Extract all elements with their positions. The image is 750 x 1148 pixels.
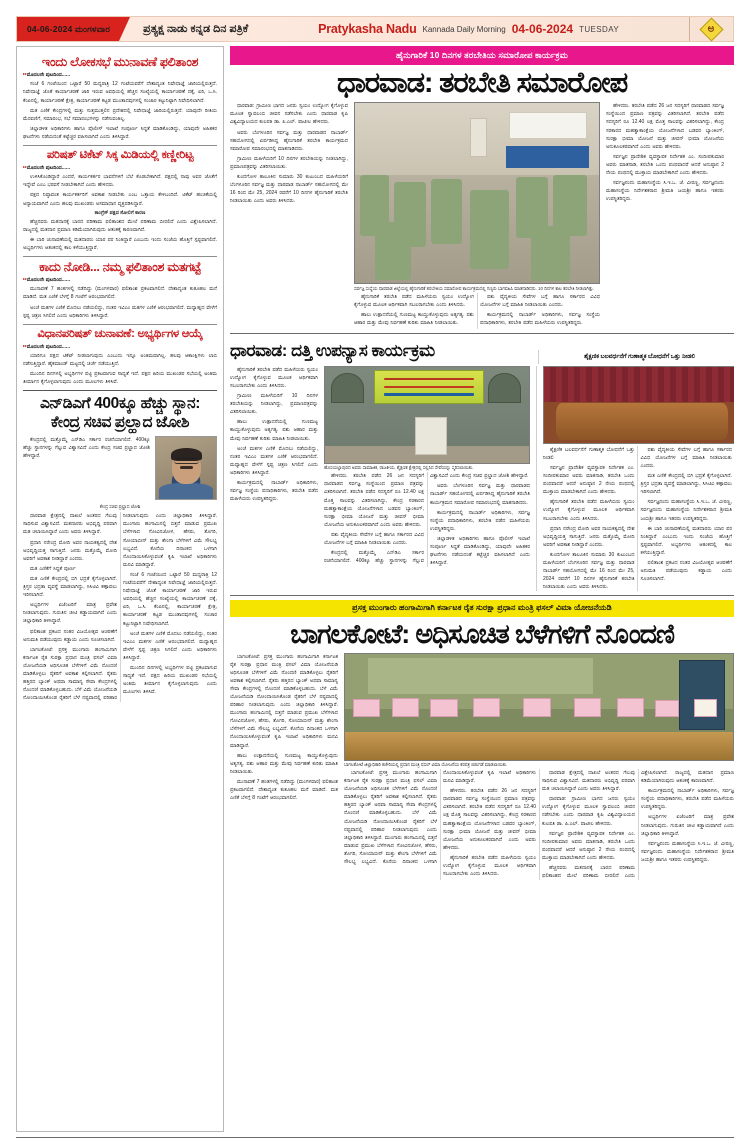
photo-backdrop-board <box>368 658 593 694</box>
photo-group-banner <box>324 366 530 464</box>
paragraph: ಮತ ಎಣಿಕೆ ಕೇಂದ್ರದಲ್ಲಿ ಬಿಗಿ ಭದ್ರತೆ ಕೈಗೊಳ್ಳಲಾಗಿದೆ. ತ್ರಿಸ್ತರ ಭದ್ರತಾ ವ್ಯವಸ್ಥೆ ಮಾಡಲಾಗಿದ್ದು, ಸಿಸಿಟಿವಿ ಕಣ್ಗಾವಲು ಇರಿಸಲಾಗಿದೆ. <box>640 473 732 496</box>
top-story-col3 <box>606 102 724 329</box>
paragraph: ಉಳಿಸಿಕೊಂಡಿದ್ದಾರೆ ಎಂದರೆ, ಕಾರ್ಯಕರ್ತರ ಭಾವನೆಗಳಿಗೆ ಬೆಲೆ ಕೊಡಬೇಕಾಗಿದೆ. ಪಕ್ಷದಲ್ಲಿ ನಾವು ಅವರ ಜೊತೆಗೆ ಇದ್ದೇವೆ ಎಂಬ ಭರವಸೆ ನೀಡಬೇಕಾಗಿದೆ ಎಂದು ಹೇಳಿದರು. <box>23 174 217 189</box>
paragraph: ಅವರು ಬೆಂಗಳೂರಿನ ಸರ್ವಜ್ಞ ಮತ್ತು ಧಾರವಾಡದ ನಾಬಾರ್ಡ್ ಸಹಯೋಗದಲ್ಲಿ ಏರ್ಪಡಿಸಿದ್ದ ಹೈನುಗಾರಿಕೆ ತರಬೇತಿ ಕಾರ್ಯಕ್ರಮದ ಸಮಾರೋಪ ಸಮಾರಂಭದಲ್ಲಿ ಮಾತನಾಡಿದರು. <box>230 129 348 152</box>
paragraph: ಪಶು ವೈದ್ಯಕೀಯ ಸೇವೆಗಳ ಬಗ್ಗೆ ಹಾಗೂ ಸರ್ಕಾರದ ವಿವಿಧ ಯೋಜನೆಗಳ ಬಗ್ಗೆ ಮಾಹಿತಿ ನೀಡಲಾಯಿತು ಎಂದರು. <box>324 531 424 547</box>
paragraph: ಸಂಜೆ 6 ಗಂಟೆಯಿಂದ ಒಟ್ಟಾರೆ 50 ಮಧ್ಯರಾತ್ರಿ 12 ಗಂಟೆಯವರೆಗೆ ದೇಶಾದ್ಯಂತ ನಿಷೇಧಾಜ್ಞೆ ಜಾರಿಯಲ್ಲಿರುತ್ತದೆ. ನಿಷೇಧಾಜ್ಞೆ ಜೊತೆ ಕಾರ್ಯಾಚರಣೆ ಜಾರಿ ಇರುವ ಅವಧಿಯಲ್ಲಿ ಹೆಚ್ಚಿನ ಸಂಖ್ಯೆಯಲ್ಲಿ ಕಾರ್ಯಾಚರಣೆ ದಕ್ಕೆ, ಏರಿ, ಒ.ಸಿ. ಕೆಂಪಿನಲ್ಲಿ, ಕಾರ್ಯಾಚರಣೆ ಕ್ಷೇತ್ರ, ಕಾರ್ಯಾಚರಣೆ ಕಟ್ಟಡ ಮುಂತಾದವುಗಳಲ್ಲಿ ಸಂಚಾರ ಕಟ್ಟುನಿಟ್ಟಾಗಿ ನಿಷೇಧಿಸಲಾಗಿದೆ. <box>123 571 217 627</box>
divider <box>230 595 734 596</box>
photo-moustache <box>180 466 193 469</box>
left-story3-headline: ಕಾದು ನೋಡಿ... ನಮ್ಮ ಫಲಿತಾಂಶ ಮತಗಟ್ಟೆ <box>39 260 201 274</box>
paragraph: ಕಾರ್ಯಕ್ರಮದಲ್ಲಿ ನಾಬಾರ್ಡ್ ಅಧಿಕಾರಿಗಳು, ಸರ್ವಜ್ಞ ಸಂಸ್ಥೆಯ ಪದಾಧಿಕಾರಿಗಳು, ತರಬೇತಿ ಪಡೆದ ಮಹಿಳೆಯರು ಉಪಸ್ಥಿತರಿದ್ದರು. <box>641 788 734 811</box>
diamond-logo-icon <box>699 17 723 41</box>
photo-glasses <box>174 458 199 464</box>
paragraph: ಗ್ರಾಮೀಣ ಮಹಿಳೆಯರಿಗೆ 10 ದಿನಗಳ ತರಬೇತಿಯನ್ನು ನೀಡಲಾಗಿದ್ದು, ಪ್ರಮಾಣಪತ್ರವನ್ನು ವಿತರಿಸಲಾಯಿತು. <box>230 155 348 170</box>
left-story4-headline: ವಿಧಾನಪರಿಷತ್ ಚುನಾವಣೆ: ಅಭ್ಯರ್ಥಿಗಳ ಆಯ್ಕೆ <box>37 327 203 340</box>
photo-table <box>345 732 733 760</box>
mid-right-block <box>536 366 732 592</box>
paragraph: ಹಾಲು ಉತ್ಪಾದನೆಯಲ್ಲಿ ಗುಣಮಟ್ಟ ಕಾಯ್ದುಕೊಳ್ಳುವುದು ಅತ್ಯಗತ್ಯ. ಪಶು ಆಹಾರ ಮತ್ತು ಮೇವು ನಿರ್ವಹಣೆ ಕುರಿತು ಮಾಹಿತಿ ನೀಡಲಾಯಿತು. <box>230 419 318 442</box>
mid-right-headline: ಶೈಕ್ಷಣಿಕ ಬಲವರ್ಧನೆಗೆ ಗುಣಾತ್ಮಕ ಬೋಧನೆಗೆ ಒತ್ತು ನೀಡಲಿ <box>584 352 695 360</box>
masthead-paper-name: Pratykasha Nadu <box>318 22 417 36</box>
paragraph: ಹೇಳಿದರು. ತರಬೇತಿ ಪಡೆದ 26 ಜನ ಸದಸ್ಯರಿಗೆ ಧಾರವಾಡದ ಸರ್ವಜ್ಞ ಸಂಸ್ಥೆಯಿಂದ ಪ್ರಮಾಣ ಪತ್ರವನ್ನು ವಿತರಿಸಲಾಗಿದೆ. ತರಬೇತಿ ಪಡೆದ ಸದಸ್ಯರಿಗೆ ರೂ 12.40 ಲಕ್ಷ ಮೊತ್ತ ಸಾಲವನ್ನು ವಿತರಿಸಲಾಗಿದ್ದು, ಕೇಂದ್ರ ಸರಕಾರದ ಮಹತ್ವಾಕಾಂಕ್ಷೆಯ ಯೋಜನೆಗಳಾದ ಬಡವರ ಬ್ಯಾಂಕಿಂಗ್, ಸುರಕ್ಷಾ ಭೀಮಾ ಯೋಜನೆ ಮತ್ತು ಜೀವನ್ ಭೀಮಾ ಯೋಜನೆಯ ಅನುಕೂಲಕರವಾಗಿದೆ ಎಂದು ಅವರು ಹೇಳಿದರು. <box>324 473 424 528</box>
mid-story-body <box>230 366 734 592</box>
photo-arch <box>331 373 364 404</box>
content-area <box>16 46 734 1132</box>
paragraph: ಶೈಕ್ಷಣಿಕ ಬಲವರ್ಧನೆಗೆ ಗುಣಾತ್ಮಕ ಬೋಧನೆಗೆ ಒತ್ತು ನೀಡಲಿ <box>543 446 635 461</box>
paragraph: ಮುಂದಿನ ದಿನಗಳಲ್ಲಿ ಅಭ್ಯರ್ಥಿಗಳ ಪಟ್ಟಿ ಪ್ರಕಟವಾಗುವ ಸಾಧ್ಯತೆ ಇದೆ. ಪಕ್ಷದ ಹಿರಿಯ ಮುಖಂಡರ ಸಭೆಯಲ್ಲಿ ಅಂತಿಮ ತೀರ್ಮಾನ ಕೈಗೊಳ್ಳಲಾಗುವುದು ಎಂದು ಮೂಲಗಳು ತಿಳಿಸಿವೆ. <box>123 664 217 696</box>
paragraph: ಕಾರ್ಯಕ್ರಮದಲ್ಲಿ ನಾಬಾರ್ಡ್ ಅಧಿಕಾರಿಗಳು, ಸರ್ವಜ್ಞ ಸಂಸ್ಥೆಯ ಪದಾಧಿಕಾರಿಗಳು, ತರಬೇತಿ ಪಡೆದ ಮಹಿಳೆಯರು ಉಪಸ್ಥಿತರಿದ್ದರು. <box>430 509 530 532</box>
paragraph: ಕಾರ್ಯಕ್ರಮದಲ್ಲಿ ನಾಬಾರ್ಡ್ ಅಧಿಕಾರಿಗಳು, ಸರ್ವಜ್ಞ ಸಂಸ್ಥೆಯ ಪದಾಧಿಕಾರಿಗಳು, ತರಬೇತಿ ಪಡೆದ ಮಹಿಳೆಯರು ಉಪಸ್ಥಿತರಿದ್ದರು. <box>230 480 318 503</box>
mid-left-photo-caption: ಹೊಸಯಲ್ಲಾಪುರದ ಅವರು ಸಾಮಾಜಿಕ, ರಾಜಕೀಯ, ಶೈಕ್ಷಣಿಕ ಕ್ಷೇತ್ರದಲ್ಲಿ ಸಲ್ಲಿಸಿದ ಸೇವೆಯನ್ನು ಸ್ಮರಿಸಲಾಯಿತು. <box>324 465 474 471</box>
bottom-story-headline: ಬಾಗಲಕೋಟೆ: ಅಧಿಸೂಚಿತ ಬೆಳೆಗಳಿಗೆ ನೊಂದಣಿ <box>290 618 674 649</box>
paragraph: ಫಲಿತಾಂಶ ಪ್ರಕಟದ ನಂತರ ವಿಜಯೋತ್ಸವ ಆಚರಣೆಗೆ ಅನುಮತಿ ಪಡೆಯುವುದು ಕಡ್ಡಾಯ ಎಂದು ಸೂಚಿಸಲಾಗಿದೆ. <box>23 628 117 643</box>
masthead-center <box>248 17 689 41</box>
paragraph: ಸರ್ವಜ್ಞನಂದು ಮಹಾಸಂಸ್ಥೆಯ ಸಿ.ಇ.ಒ. ಜೆ. ವೀರಣ್ಣ, ಸರ್ವಜ್ಞನಂದು ಮಹಾಸಂಸ್ಥೆಯ ನಿರ್ದೇಶಕರಾದ ಶ್ರೀಮತಿ ಜಯಶ್ರೀ ಹಾಗೂ ಇತರರು ಉಪಸ್ಥಿತರಿದ್ದರು. <box>641 840 734 863</box>
left-story1-body <box>23 80 217 141</box>
left-story5-body-cont <box>23 512 217 702</box>
paragraph: ಈ ಬಾರಿ ಚುನಾವಣೆಯಲ್ಲಿ ಮತದಾರರು ಯಾರ ಪರ ನಿಂತಿದ್ದಾರೆ ಎಂಬುದು ಇಂದು ಸಂಜೆಯ ಹೊತ್ತಿಗೆ ಸ್ಪಷ್ಟವಾಗಲಿದೆ. ಅಭ್ಯರ್ಥಿಗಳು ಆತಂಕದಲ್ಲಿ ಕಾಲ ಕಳೆಯುತ್ತಿದ್ದಾರೆ. <box>23 236 217 251</box>
paragraph: ಸರ್ವಜ್ಞನಂದು ಮಹಾಸಂಸ್ಥೆಯ ಸಿ.ಇ.ಒ. ಜೆ. ವೀರಣ್ಣ, ಸರ್ವಜ್ಞನಂದು ಮಹಾಸಂಸ್ಥೆಯ ನಿರ್ದೇಶಕರಾದ ಶ್ರೀಮತಿ ಜಯಶ್ರೀ ಹಾಗೂ ಇತರರು ಉಪಸ್ಥಿತರಿದ್ದರು. <box>640 499 732 522</box>
photo-arch <box>488 373 521 404</box>
bottom-story-kicker-bar: ಪ್ರಸಕ್ತ ಮುಂಗಾರು ಹಂಗಾಮಿಗಾಗಿ ಕರ್ನಾಟಕ ರೈತ ಸುರಕ್ಷಾ ಪ್ರಧಾನ ಮಂತ್ರಿ ಫಸಲ್ ವಿಮಾ ಯೋಜನೆಯಡಿ <box>230 600 734 617</box>
paragraph: ಯಾರಿಗೂ ಪಕ್ಷದ ಟಿಕೆಟ್ ನೀಡಲಾಗುವುದು ಎಂಬುದು ಇನ್ನೂ ಅಂತಿಮವಾಗಿಲ್ಲ. ಹಲವು ಆಕಾಂಕ್ಷಿಗಳು ಲಾಬಿ ನಡೆಸುತ್ತಿದ್ದಾರೆ. ಹೈಕಮಾಂಡ್ ಮಟ್ಟದಲ್ಲಿ ಚರ್ಚೆ ನಡೆಯುತ್ತಿದೆ. <box>23 352 217 368</box>
bottom-story-text <box>344 769 734 880</box>
main-column <box>230 46 734 1132</box>
photo-meeting-room <box>543 366 734 444</box>
paragraph: ಮುನಾವಣೆ 7 ಹಂತಗಳಲ್ಲಿ ನಡೆದಿದ್ದು (ಮಂಗಳವಾರ) ಫಲಿತಾಂಶ ಪ್ರಕಟವಾಗಲಿದೆ. ದೇಶಾದ್ಯಂತ ಕುತೂಹಲ ಮನೆ ಮಾಡಿದೆ. ಮತ ಎಣಿಕೆ ಬೆಳಗ್ಗೆ 8 ಗಂಟೆಗೆ ಆರಂಭವಾಗಲಿದೆ. <box>230 778 338 802</box>
bottom-story-body <box>230 653 734 881</box>
paragraph: ಸರ್ವಜ್ಞನಂದು ಮಹಾಸಂಸ್ಥೆಯ ಸಿ.ಇ.ಒ. ಜೆ. ವೀರಣ್ಣ, ಸರ್ವಜ್ಞನಂದು ಮಹಾಸಂಸ್ಥೆಯ ನಿರ್ದೇಶಕರಾದ ಶ್ರೀಮತಿ ಜಯಶ್ರೀ ಹಾಗೂ ಇತರರು ಉಪಸ್ಥಿತರಿದ್ದರು. <box>606 180 724 203</box>
photo-head-table <box>506 146 589 168</box>
mid-left-photo-block <box>324 366 530 592</box>
paragraph: ಹೈನುಗಾರಿಕೆ ತರಬೇತಿ ಪಡೆದ ಮಹಿಳೆಯರು ಸ್ವಯಂ ಉದ್ಯೋಗ ಕೈಗೊಳ್ಳುವ ಮೂಲಕ ಆರ್ಥಿಕವಾಗಿ ಸಬಲರಾಗಬೇಕು ಎಂದು ತಿಳಿಸಿದರು. <box>543 499 635 522</box>
paragraph: ಸಂಜೆ 6 ಗಂಟೆಯಿಂದ ಒಟ್ಟಾರೆ 50 ಮಧ್ಯರಾತ್ರಿ 12 ಗಂಟೆಯವರೆಗೆ ದೇಶಾದ್ಯಂತ ನಿಷೇಧಾಜ್ಞೆ ಜಾರಿಯಲ್ಲಿರುತ್ತದೆ. ನಿಷೇಧಾಜ್ಞೆ ಜೊತೆ ಕಾರ್ಯಾಚರಣೆ ಜಾರಿ ಇರುವ ಅವಧಿಯಲ್ಲಿ ಹೆಚ್ಚಿನ ಸಂಖ್ಯೆಯಲ್ಲಿ ಕಾರ್ಯಾಚರಣೆ ದಕ್ಕೆ, ಏರಿ, ಒ.ಸಿ. ಕೆಂಪಿನಲ್ಲಿ, ಕಾರ್ಯಾಚರಣೆ ಕ್ಷೇತ್ರ, ಕಾರ್ಯಾಚರಣೆ ಕಟ್ಟಡ ಮುಂತಾದವುಗಳಲ್ಲಿ ಸಂಚಾರ ಕಟ್ಟುನಿಟ್ಟಾಗಿ ನಿಷೇಧಿಸಲಾಗಿದೆ. <box>23 81 217 104</box>
left-story2-body <box>23 173 217 207</box>
paragraph: ಫಲಿತಾಂಶ ಪ್ರಕಟದ ನಂತರ ವಿಜಯೋತ್ಸವ ಆಚರಣೆಗೆ ಅನುಮತಿ ಪಡೆಯುವುದು ಕಡ್ಡಾಯ ಎಂದು ಸೂಚಿಸಲಾಗಿದೆ. <box>640 560 732 583</box>
portrait-photo-pralhad-joshi <box>155 436 217 500</box>
paragraph: ಮತ ಎಣಿಕೆಗೆ ಸಿದ್ಧತೆ ಪೂರ್ಣ <box>30 565 76 572</box>
paragraph: ಬಾಗಲಕೋಟೆ: ಪ್ರಸಕ್ತ ಮುಂಗಾರು ಹಂಗಾಮಿಗಾಗಿ ಕರ್ನಾಟಕ ರೈತ ಸುರಕ್ಷಾ ಪ್ರಧಾನ ಮಂತ್ರಿ ಫಸಲ್ ವಿಮಾ ಯೋಜನೆಯಡಿ ಅಧಿಸೂಚಿತ ಬೆಳೆಗಳಿಗೆ ವಿಮೆ ನೊಂದಣಿ ಮಾಡಿಕೊಳ್ಳಲು ರೈತರಿಗೆ ಅವಕಾಶ ಕಲ್ಪಿಸಲಾಗಿದೆ. ರೈತರು ಹತ್ತಿರದ ಬ್ಯಾಂಕ್ ಅಥವಾ ಸಾಮಾನ್ಯ ಸೇವಾ ಕೇಂದ್ರಗಳಲ್ಲಿ ನೊಂದಣಿ ಮಾಡಿಕೊಳ್ಳಬಹುದು. ಬೆಳೆ ವಿಮೆ ಯೋಜನೆಯಡಿ ನೋಂದಾಯಿಸಿಕೊಂಡ ರೈತರಿಗೆ ಬೆಳೆ ನಷ್ಟವಾದಲ್ಲಿ ಪರಿಹಾರ ನೀಡಲಾಗುವುದು ಎಂದು ಜಿಲ್ಲಾಧಿಕಾರಿ ತಿಳಿಸಿದ್ದಾರೆ. ಮುಂಗಾರು ಹಂಗಾಮಿನಲ್ಲಿ ಬಿತ್ತನೆ ಮಾಡುವ ಪ್ರಮುಖ ಬೆಳೆಗಳಾದ ಗೋವಿನಜೋಳ, ಹೆಸರು, ತೊಗರಿ, ಸೋಯಾಬೀನ್ ಮತ್ತು ಶೇಂಗಾ ಬೆಳೆಗಳಿಗೆ ವಿಮೆ ಸೌಲಭ್ಯ ಲಭ್ಯವಿದೆ. ಕೊನೆಯ ದಿನಾಂಕದ ಒಳಗಾಗಿ ನೊಂದಾಯಿಸಿಕೊಳ್ಳುವಂತೆ ಕೃಷಿ ಇಲಾಖೆ ಅಧಿಕಾರಿಗಳು ಮನವಿ ಮಾಡಿದ್ದಾರೆ. <box>344 770 536 866</box>
paragraph: ಜಿಲ್ಲಾಡಳಿತ ಅಧಿಕಾರಿಗಳು ಹಾಗೂ ಪೊಲೀಸ್ ಇಲಾಖೆ ಸಂಪೂರ್ಣ ಸಿದ್ಧತೆ ಮಾಡಿಕೊಂಡಿದ್ದು, ಯಾವುದೇ ಅಹಿತಕರ ಘಟನೆಗಳು ನಡೆಯದಂತೆ ಕಟ್ಟೆಚ್ಚರ ವಹಿಸಲಾಗಿದೆ ಎಂದು ತಿಳಿಸಿದ್ದಾರೆ. <box>23 125 217 140</box>
left-story2-subhead: ಕಾಂಗ್ರೆಸ್ ಪಕ್ಷದ ಸೋಲಿಗೆ ಕಾರಣ <box>94 209 146 216</box>
paragraph: ಹೇಳಿದರು. ತರಬೇತಿ ಪಡೆದ 26 ಜನ ಸದಸ್ಯರಿಗೆ ಧಾರವಾಡದ ಸರ್ವಜ್ಞ ಸಂಸ್ಥೆಯಿಂದ ಪ್ರಮಾಣ ಪತ್ರವನ್ನು ವಿತರಿಸಲಾಗಿದೆ. ತರಬೇತಿ ಪಡೆದ ಸದಸ್ಯರಿಗೆ ರೂ 12.40 ಲಕ್ಷ ಮೊತ್ತ ಸಾಲವನ್ನು ವಿತರಿಸಲಾಗಿದ್ದು, ಕೇಂದ್ರ ಸರಕಾರದ ಮಹತ್ವಾಕಾಂಕ್ಷೆಯ ಯೋಜನೆಗಳಾದ ಬಡವರ ಬ್ಯಾಂಕಿಂಗ್, ಸುರಕ್ಷಾ ಭೀಮಾ ಯೋಜನೆ ಮತ್ತು ಜೀವನ್ ಭೀಮಾ ಯೋಜನೆಯ ಅನುಕೂಲಕರವಾಗಿದೆ ಎಂದು ಅವರು ಹೇಳಿದರು. <box>606 103 724 150</box>
divider <box>23 256 217 257</box>
paragraph: ಮುಂದಿನ ದಿನಗಳಲ್ಲಿ ಅಭ್ಯರ್ಥಿಗಳ ಪಟ್ಟಿ ಪ್ರಕಟವಾಗುವ ಸಾಧ್ಯತೆ ಇದೆ. ಪಕ್ಷದ ಹಿರಿಯ ಮುಖಂಡರ ಸಭೆಯಲ್ಲಿ ಅಂತಿಮ ತೀರ್ಮಾನ ಕೈಗೊಳ್ಳಲಾಗುವುದು ಎಂದು ಮೂಲಗಳು ತಿಳಿಸಿವೆ. <box>23 371 217 386</box>
paragraph: ಪಕ್ಷದ ನಿಷ್ಠಾವಂತ ಕಾರ್ಯಕರ್ತರಿಗೆ ಅವಕಾಶ ನೀಡಬೇಕು ಎಂಬ ಒತ್ತಾಯ ಕೇಳಿಬಂದಿದೆ. ಟಿಕೆಟ್ ಹಂಚಿಕೆಯಲ್ಲಿ ಅನ್ಯಾಯವಾಗಿದೆ ಎಂದು ಹಲವು ಮುಖಂಡರು ಅಸಮಾಧಾನ ವ್ಯಕ್ತಪಡಿಸಿದ್ದಾರೆ. <box>23 192 217 207</box>
left-story1-kicker: ▸▸ ಮೊದಲನೇ ಪುಟದಿಂದ...... <box>23 72 217 78</box>
mid-right-story-text <box>543 446 732 592</box>
photo-shirt <box>159 483 213 499</box>
left-story3-kicker: ▸▸ ಮೊದಲನೇ ಪುಟದಿಂದ...... <box>23 277 217 283</box>
paragraph: ಈ ಬಾರಿ ಚುನಾವಣೆಯಲ್ಲಿ ಮತದಾರರು ಯಾರ ಪರ ನಿಂತಿದ್ದಾರೆ ಎಂಬುದು ಇಂದು ಸಂಜೆಯ ಹೊತ್ತಿಗೆ ಸ್ಪಷ್ಟವಾಗಲಿದೆ. ಅಭ್ಯರ್ಥಿಗಳು ಆತಂಕದಲ್ಲಿ ಕಾಲ ಕಳೆಯುತ್ತಿದ್ದಾರೆ. <box>640 525 732 556</box>
paragraph: ಅಂಚೆ ಮತಗಳ ಎಣಿಕೆ ಮೊದಲು ನಡೆಯಲಿದ್ದು, ನಂತರ ಇವಿಎಂ ಮತಗಳ ಎಣಿಕೆ ಆರಂಭವಾಗಲಿದೆ. ಮಧ್ಯಾಹ್ನದ ವೇಳೆಗೆ ಸ್ಪಷ್ಟ ಚಿತ್ರಣ ಸಿಗಲಿದೆ ಎಂದು ಅಧಿಕಾರಿಗಳು ತಿಳಿಸಿದ್ದಾರೆ. <box>123 630 217 661</box>
masthead-date-tab: 04-06-2024 ಮಂಗಳವಾರ <box>17 17 119 41</box>
logo-glyph: ಅ <box>708 23 715 34</box>
divider <box>230 333 734 334</box>
paragraph: ಸರ್ವಜ್ಞನ ಪ್ರಾದೇಶಿಕ ವ್ಯವಸ್ಥಾಪಕ ನಿರ್ದೇಶಕ ಎಂ. ಸಂದೀಪಕುಮಾರ ಅವರು ಮಾತನಾಡಿ, ತರಬೇತಿ ಒಂದು ಪಂಥವಾದರೆ ಆದರೆ ಅನುಷ್ಠಾನ 2 ನೇಯ ಪಂಥದಲ್ಲಿ ಮುಕ್ತಾಯ ಮಾಡಬೇಕಾಗಿದೆ ಎಂದು ಹೇಳಿದರು. <box>542 830 635 861</box>
paragraph: ಪ್ರಧಾನಿ ನರೇಂದ್ರ ಮೋದಿ ಅವರ ನಾಯಕತ್ವದಲ್ಲಿ ದೇಶ ಅಭಿವೃದ್ಧಿಯತ್ತ ಸಾಗುತ್ತಿದೆ. ಜನರು ಮತ್ತೊಮ್ಮೆ ಮೋದಿ ಅವರಿಗೆ ಅವಕಾಶ ನೀಡಿದ್ದಾರೆ ಎಂದರು. <box>23 539 117 562</box>
paragraph: ಸರ್ವಜ್ಞನ ಪ್ರಾದೇಶಿಕ ವ್ಯವಸ್ಥಾಪಕ ನಿರ್ದೇಶಕ ಎಂ. ಸಂದೀಪಕುಮಾರ ಅವರು ಮಾತನಾಡಿ, ತರಬೇತಿ ಒಂದು ಪಂಥವಾದರೆ ಆದರೆ ಅನುಷ್ಠಾನ 2 ನೇಯ ಪಂಥದಲ್ಲಿ ಮುಕ್ತಾಯ ಮಾಡಬೇಕಾಗಿದೆ ಎಂದು ಹೇಳಿದರು. <box>543 464 635 496</box>
paragraph: ಧಾರವಾಡ: ಗ್ರಾಮೀಣ ಭಾಗದ ಜನರು ಸ್ವಯಂ ಉದ್ಯೋಗ ಕೈಗೊಳ್ಳುವ ಮೂಲಕ ಸ್ವಾವಲಂಬಿ ಜೀವನ ನಡೆಸಬೇಕು ಎಂದು ಧಾರವಾಡ ಕೃಷಿ ವಿಶ್ವವಿದ್ಯಾಲಯದ ಕುಲಪತಿ ಡಾ. ಪಿ.ಎಲ್. ಪಾಟೀಲ ಹೇಳಿದರು. <box>542 796 635 827</box>
paragraph: ಹೆಚ್ಚಿನವರು ಮತದಾನಕ್ಕೆ ಬಾರದ ಪರಿಣಾಮ ಫಲಿತಾಂಶದ ಮೇಲೆ ಪರಿಣಾಮ ಬೀರಲಿದೆ ಎಂದು ವಿಶ್ಲೇಷಿಸಲಾಗಿದೆ. ರಾಜ್ಯದಲ್ಲಿ ಮತದಾನ ಪ್ರಮಾಣ ಕಡಿಮೆಯಾಗಿರುವುದು ಆತಂಕಕ್ಕೆ ಕಾರಣವಾಗಿದೆ. <box>542 770 734 880</box>
paragraph: ಮುನಾವಣೆ 7 ಹಂತಗಳಲ್ಲಿ ನಡೆದಿದ್ದು (ಮಂಗಳವಾರ) ಫಲಿತಾಂಶ ಪ್ರಕಟವಾಗಲಿದೆ. ದೇಶಾದ್ಯಂತ ಕುತೂಹಲ ಮನೆ ಮಾಡಿದೆ. ಮತ ಎಣಿಕೆ ಬೆಳಗ್ಗೆ 8 ಗಂಟೆಗೆ ಆರಂಭವಾಗಲಿದೆ. <box>23 286 217 301</box>
paragraph: ಧಾರವಾಡ ಕ್ಷೇತ್ರದಲ್ಲಿ ದಾಖಲೆ ಅಂತರದ ಗೆಲುವು ಸಾಧಿಸುವ ವಿಶ್ವಾಸವಿದೆ. ಮತದಾರರು ಅಭಿವೃದ್ಧಿ ಪರವಾಗಿ ಮತ ಚಲಾಯಿಸಿದ್ದಾರೆ ಎಂದು ಅವರು ತಿಳಿಸಿದ್ದಾರೆ. <box>542 770 635 793</box>
paragraph: ಮತ ಎಣಿಕೆ ಕೇಂದ್ರದಲ್ಲಿ ಬಿಗಿ ಭದ್ರತೆ ಕೈಗೊಳ್ಳಲಾಗಿದೆ. ತ್ರಿಸ್ತರ ಭದ್ರತಾ ವ್ಯವಸ್ಥೆ ಮಾಡಲಾಗಿದ್ದು, ಸಿಸಿಟಿವಿ ಕಣ್ಗಾವಲು ಇರಿಸಲಾಗಿದೆ. <box>23 575 117 599</box>
mid-left-headline: ಧಾರವಾಡ: ದತ್ತಿ ಉಪನ್ಯಾಸ ಕಾರ್ಯಕ್ರಮ <box>230 341 435 361</box>
photo-cabinet <box>679 660 726 730</box>
paragraph: ಹೈನುಗಾರಿಕೆ ತರಬೇತಿ ಪಡೆದ ಮಹಿಳೆಯರು ಸ್ವಯಂ ಉದ್ಯೋಗ ಕೈಗೊಳ್ಳುವ ಮೂಲಕ ಆರ್ಥಿಕವಾಗಿ ಸಬಲರಾಗಬೇಕು ಎಂದು ತಿಳಿಸಿದರು. <box>354 293 474 308</box>
top-story-headline: ಧಾರವಾಡ: ತರಬೇತಿ ಸಮಾರೋಪ <box>337 66 627 99</box>
mid-story-col1 <box>230 366 318 592</box>
photo-training-hall <box>354 102 600 284</box>
paragraph: ಧಾರವಾಡ: ಗ್ರಾಮೀಣ ಭಾಗದ ಜನರು ಸ್ವಯಂ ಉದ್ಯೋಗ ಕೈಗೊಳ್ಳುವ ಮೂಲಕ ಸ್ವಾವಲಂಬಿ ಜೀವನ ನಡೆಸಬೇಕು ಎಂದು ಧಾರವಾಡ ಕೃಷಿ ವಿಶ್ವವಿದ್ಯಾಲಯದ ಕುಲಪತಿ ಡಾ. ಪಿ.ಎಲ್. ಪಾಟೀಲ ಹೇಳಿದರು. <box>230 103 348 126</box>
left-column <box>16 46 224 1132</box>
masthead-date: 04-06-2024 <box>511 22 574 36</box>
paragraph: ಕುಂದಗೋಳ ತಾಲೂಕಿನ ಸುಮಾರು 30 ಕುಟುಂಬದ ಮಹಿಳೆಯರಿಗೆ ಬೆಂಗಳೂರಿನ ಸರ್ವಜ್ಞ ಮತ್ತು ಧಾರವಾಡ ನಾಬಾರ್ಡ್ ಸಹಯೋಗದಲ್ಲಿ ಮೇ 16 ರಿಂದ ಮೇ 25, 2024 ರವರೆಗೆ 10 ದಿನಗಳ ಹೈನುಗಾರಿಕೆ ತರಬೇತಿ ನೀಡಲಾಯಿತು ಎಂದು ಅವರು ತಿಳಿಸಿದರು. <box>230 173 348 205</box>
bottom-story-col1 <box>230 653 338 881</box>
paragraph: ಸರ್ವಜ್ಞನ ಪ್ರಾದೇಶಿಕ ವ್ಯವಸ್ಥಾಪಕ ನಿರ್ದೇಶಕ ಎಂ. ಸಂದೀಪಕುಮಾರ ಅವರು ಮಾತನಾಡಿ, ತರಬೇತಿ ಒಂದು ಪಂಥವಾದರೆ ಆದರೆ ಅನುಷ್ಠಾನ 2 ನೇಯ ಪಂಥದಲ್ಲಿ ಮುಕ್ತಾಯ ಮಾಡಬೇಕಾಗಿದೆ ಎಂದು ಹೇಳಿದರು. <box>606 153 724 176</box>
photo-curtain <box>544 367 734 402</box>
paragraph: ಅಂಚೆ ಮತಗಳ ಎಣಿಕೆ ಮೊದಲು ನಡೆಯಲಿದ್ದು, ನಂತರ ಇವಿಎಂ ಮತಗಳ ಎಣಿಕೆ ಆರಂಭವಾಗಲಿದೆ. ಮಧ್ಯಾಹ್ನದ ವೇಳೆಗೆ ಸ್ಪಷ್ಟ ಚಿತ್ರಣ ಸಿಗಲಿದೆ ಎಂದು ಅಧಿಕಾರಿಗಳು ತಿಳಿಸಿದ್ದಾರೆ. <box>23 304 217 319</box>
paragraph: ಜಿಲ್ಲಾಡಳಿತ ಅಧಿಕಾರಿಗಳು ಹಾಗೂ ಪೊಲೀಸ್ ಇಲಾಖೆ ಸಂಪೂರ್ಣ ಸಿದ್ಧತೆ ಮಾಡಿಕೊಂಡಿದ್ದು, ಯಾವುದೇ ಅಹಿತಕರ ಘಟನೆಗಳು ನಡೆಯದಂತೆ ಕಟ್ಟೆಚ್ಚರ ವಹಿಸಲಾಗಿದೆ ಎಂದು ತಿಳಿಸಿದ್ದಾರೆ. <box>430 535 530 567</box>
paragraph: ಧಾರವಾಡ ಕ್ಷೇತ್ರದಲ್ಲಿ ದಾಖಲೆ ಅಂತರದ ಗೆಲುವು ಸಾಧಿಸುವ ವಿಶ್ವಾಸವಿದೆ. ಮತದಾರರು ಅಭಿವೃದ್ಧಿ ಪರವಾಗಿ ಮತ ಚಲಾಯಿಸಿದ್ದಾರೆ ಎಂದು ಅವರು ತಿಳಿಸಿದ್ದಾರೆ. <box>23 513 117 536</box>
paragraph: ಪ್ರಧಾನಿ ನರೇಂದ್ರ ಮೋದಿ ಅವರ ನಾಯಕತ್ವದಲ್ಲಿ ದೇಶ ಅಭಿವೃದ್ಧಿಯತ್ತ ಸಾಗುತ್ತಿದೆ. ಜನರು ಮತ್ತೊಮ್ಮೆ ಮೋದಿ ಅವರಿಗೆ ಅವಕಾಶ ನೀಡಿದ್ದಾರೆ ಎಂದರು. <box>543 525 635 548</box>
paragraph: ಬಾಗಲಕೋಟೆ: ಪ್ರಸಕ್ತ ಮುಂಗಾರು ಹಂಗಾಮಿಗಾಗಿ ಕರ್ನಾಟಕ ರೈತ ಸುರಕ್ಷಾ ಪ್ರಧಾನ ಮಂತ್ರಿ ಫಸಲ್ ವಿಮಾ ಯೋಜನೆಯಡಿ ಅಧಿಸೂಚಿತ ಬೆಳೆಗಳಿಗೆ ವಿಮೆ ನೊಂದಣಿ ಮಾಡಿಕೊಳ್ಳಲು ರೈತರಿಗೆ ಅವಕಾಶ ಕಲ್ಪಿಸಲಾಗಿದೆ. ರೈತರು ಹತ್ತಿರದ ಬ್ಯಾಂಕ್ ಅಥವಾ ಸಾಮಾನ್ಯ ಸೇವಾ ಕೇಂದ್ರಗಳಲ್ಲಿ ನೊಂದಣಿ ಮಾಡಿಕೊಳ್ಳಬಹುದು. ಬೆಳೆ ವಿಮೆ ಯೋಜನೆಯಡಿ ನೋಂದಾಯಿಸಿಕೊಂಡ ರೈತರಿಗೆ ಬೆಳೆ ನಷ್ಟವಾದಲ್ಲಿ ಪರಿಹಾರ ನೀಡಲಾಗುವುದು ಎಂದು ಜಿಲ್ಲಾಧಿಕಾರಿ ತಿಳಿಸಿದ್ದಾರೆ. ಮುಂಗಾರು ಹಂಗಾಮಿನಲ್ಲಿ ಬಿತ್ತನೆ ಮಾಡುವ ಪ್ರಮುಖ ಬೆಳೆಗಳಾದ ಗೋವಿನಜೋಳ, ಹೆಸರು, ತೊಗರಿ, ಸೋಯಾಬೀನ್ ಮತ್ತು ಶೇಂಗಾ ಬೆಳೆಗಳಿಗೆ ವಿಮೆ ಸೌಲಭ್ಯ ಲಭ್ಯವಿದೆ. ಕೊನೆಯ ದಿನಾಂಕದ ಒಳಗಾಗಿ ನೊಂದಾಯಿಸಿಕೊಳ್ಳುವಂತೆ ಕೃಷಿ ಇಲಾಖೆ ಅಧಿಕಾರಿಗಳು ಮನವಿ ಮಾಡಿದ್ದಾರೆ. <box>230 653 338 749</box>
bottom-story-photo-caption: ಬಾಗಲಕೋಟೆ ಜಿಲ್ಲಾಧಿಕಾರಿ ಕಚೇರಿಯಲ್ಲಿ ಪ್ರಧಾನ ಮಂತ್ರಿ ಫಸಲ್ ವಿಮಾ ಯೋಜನೆಯ ಕರಪತ್ರ ಬಿಡುಗಡೆ ಮಾಡಲಾಯಿತು. <box>344 762 508 767</box>
paragraph: ಕುಂದಗೋಳ ತಾಲೂಕಿನ ಸುಮಾರು 30 ಕುಟುಂಬದ ಮಹಿಳೆಯರಿಗೆ ಬೆಂಗಳೂರಿನ ಸರ್ವಜ್ಞ ಮತ್ತು ಧಾರವಾಡ ನಾಬಾರ್ಡ್ ಸಹಯೋಗದಲ್ಲಿ ಮೇ 16 ರಿಂದ ಮೇ 25, 2024 ರವರೆಗೆ 10 ದಿನಗಳ ಹೈನುಗಾರಿಕೆ ತರಬೇತಿ ನೀಡಲಾಯಿತು ಎಂದು ಅವರು ತಿಳಿಸಿದರು. <box>543 551 635 591</box>
photo-podium <box>470 118 487 158</box>
left-story3-body <box>23 285 217 319</box>
paragraph: ಕಾರ್ಯಕ್ರಮದಲ್ಲಿ ನಾಬಾರ್ಡ್ ಅಧಿಕಾರಿಗಳು, ಸರ್ವಜ್ಞ ಸಂಸ್ಥೆಯ ಪದಾಧಿಕಾರಿಗಳು, ತರಬೇತಿ ಪಡೆದ ಮಹಿಳೆಯರು ಉಪಸ್ಥಿತರಿದ್ದರು. <box>480 311 600 327</box>
paragraph: ಅಭ್ಯರ್ಥಿಗಳ ಏಜೆಂಟರಿಗೆ ಮಾತ್ರ ಪ್ರವೇಶ ನೀಡಲಾಗುವುದು. ಗುರುತಿನ ಚೀಟಿ ಕಡ್ಡಾಯವಾಗಿದೆ ಎಂದು ಜಿಲ್ಲಾಧಿಕಾರಿ ತಿಳಿಸಿದ್ದಾರೆ. <box>641 814 734 837</box>
top-story-col1 <box>230 102 348 329</box>
photo-green-banner <box>374 370 484 405</box>
paragraph: ಹೆಚ್ಚಿನವರು ಮತದಾನಕ್ಕೆ ಬಾರದ ಪರಿಣಾಮ ಫಲಿತಾಂಶದ ಮೇಲೆ ಪರಿಣಾಮ ಬೀರಲಿದೆ ಎಂದು ವಿಶ್ಲೇಷಿಸಲಾಗಿದೆ. ರಾಜ್ಯದಲ್ಲಿ ಮತದಾನ ಪ್ರಮಾಣ ಕಡಿಮೆಯಾಗಿರುವುದು ಆತಂಕಕ್ಕೆ ಕಾರಣವಾಗಿದೆ. <box>23 218 217 233</box>
paragraph: ಅಂಚೆ ಮತಗಳ ಎಣಿಕೆ ಮೊದಲು ನಡೆಯಲಿದ್ದು, ನಂತರ ಇವಿಎಂ ಮತಗಳ ಎಣಿಕೆ ಆರಂಭವಾಗಲಿದೆ. ಮಧ್ಯಾಹ್ನದ ವೇಳೆಗೆ ಸ್ಪಷ್ಟ ಚಿತ್ರಣ ಸಿಗಲಿದೆ ಎಂದು ಅಧಿಕಾರಿಗಳು ತಿಳಿಸಿದ್ದಾರೆ. <box>230 445 318 476</box>
masthead-logo <box>689 17 733 41</box>
paragraph: ಬಾಗಲಕೋಟೆ: ಪ್ರಸಕ್ತ ಮುಂಗಾರು ಹಂಗಾಮಿಗಾಗಿ ಕರ್ನಾಟಕ ರೈತ ಸುರಕ್ಷಾ ಪ್ರಧಾನ ಮಂತ್ರಿ ಫಸಲ್ ವಿಮಾ ಯೋಜನೆಯಡಿ ಅಧಿಸೂಚಿತ ಬೆಳೆಗಳಿಗೆ ವಿಮೆ ನೊಂದಣಿ ಮಾಡಿಕೊಳ್ಳಲು ರೈತರಿಗೆ ಅವಕಾಶ ಕಲ್ಪಿಸಲಾಗಿದೆ. ರೈತರು ಹತ್ತಿರದ ಬ್ಯಾಂಕ್ ಅಥವಾ ಸಾಮಾನ್ಯ ಸೇವಾ ಕೇಂದ್ರಗಳಲ್ಲಿ ನೊಂದಣಿ ಮಾಡಿಕೊಳ್ಳಬಹುದು. ಬೆಳೆ ವಿಮೆ ಯೋಜನೆಯಡಿ ನೋಂದಾಯಿಸಿಕೊಂಡ ರೈತರಿಗೆ ಬೆಳೆ ನಷ್ಟವಾದಲ್ಲಿ ಪರಿಹಾರ ನೀಡಲಾಗುವುದು ಎಂದು ಜಿಲ್ಲಾಧಿಕಾರಿ ತಿಳಿಸಿದ್ದಾರೆ. ಮುಂಗಾರು ಹಂಗಾಮಿನಲ್ಲಿ ಬಿತ್ತನೆ ಮಾಡುವ ಪ್ರಮುಖ ಬೆಳೆಗಳಾದ ಗೋವಿನಜೋಳ, ಹೆಸರು, ತೊಗರಿ, ಸೋಯಾಬೀನ್ ಮತ್ತು ಶೇಂಗಾ ಬೆಳೆಗಳಿಗೆ ವಿಮೆ ಸೌಲಭ್ಯ ಲಭ್ಯವಿದೆ. ಕೊನೆಯ ದಿನಾಂಕದ ಒಳಗಾಗಿ ನೊಂದಾಯಿಸಿಕೊಳ್ಳುವಂತೆ ಕೃಷಿ ಇಲಾಖೆ ಅಧಿಕಾರಿಗಳು ಮನವಿ ಮಾಡಿದ್ದಾರೆ. <box>23 513 217 702</box>
left-story5-photo-caption: ಕೇಂದ್ರ ಸಚಿವ ಪ್ರಲ್ಹಾದ ಜೋಶಿ <box>99 504 141 510</box>
mid-headline-row <box>230 338 734 364</box>
paragraph: ಹೈನುಗಾರಿಕೆ ತರಬೇತಿ ಪಡೆದ ಮಹಿಳೆಯರು ಸ್ವಯಂ ಉದ್ಯೋಗ ಕೈಗೊಳ್ಳುವ ಮೂಲಕ ಆರ್ಥಿಕವಾಗಿ ಸಬಲರಾಗಬೇಕು ಎಂದು ತಿಳಿಸಿದರು. <box>443 854 536 878</box>
left-story4-kicker: ▸▸ ಮೊದಲನೇ ಪುಟದಿಂದ...... <box>23 344 217 350</box>
masthead-day: TUESDAY <box>579 24 620 34</box>
photo-conference-table <box>556 403 728 439</box>
masthead-paper-subtitle: Kannada Daily Morning <box>422 24 506 34</box>
divider <box>23 324 217 325</box>
paragraph: ಅವರು ಬೆಂಗಳೂರಿನ ಸರ್ವಜ್ಞ ಮತ್ತು ಧಾರವಾಡದ ನಾಬಾರ್ಡ್ ಸಹಯೋಗದಲ್ಲಿ ಏರ್ಪಡಿಸಿದ್ದ ಹೈನುಗಾರಿಕೆ ತರಬೇತಿ ಕಾರ್ಯಕ್ರಮದ ಸಮಾರೋಪ ಸಮಾರಂಭದಲ್ಲಿ ಮಾತನಾಡಿದರು. <box>430 483 530 506</box>
masthead <box>16 16 734 42</box>
photo-stage-banner <box>509 112 587 139</box>
mid-left-story-text <box>324 472 530 567</box>
left-story2-headline: ಪರಿಷತ್ ಟಿಕೆಟ್ ಸಿಕ್ಕ ಮಿಡಿಯಲ್ಲಿ ಕಣ್ಣೀರಿಟ್ಟ <box>46 149 194 162</box>
page-bottom-rule <box>16 1137 734 1138</box>
photo-table <box>415 417 448 455</box>
divider <box>23 390 217 391</box>
top-story-col2 <box>354 293 600 329</box>
paragraph: ಹಾಲು ಉತ್ಪಾದನೆಯಲ್ಲಿ ಗುಣಮಟ್ಟ ಕಾಯ್ದುಕೊಳ್ಳುವುದು ಅತ್ಯಗತ್ಯ. ಪಶು ಆಹಾರ ಮತ್ತು ಮೇವು ನಿರ್ವಹಣೆ ಕುರಿತು ಮಾಹಿತಿ ನೀಡಲಾಯಿತು. <box>230 752 338 775</box>
paragraph: ಕೇಂದ್ರದಲ್ಲಿ ಮತ್ತೊಮ್ಮೆ ಎನ್‌ಡಿಎ ಸರ್ಕಾರ ರಚನೆಯಾಗಲಿದೆ. 400ಕ್ಕೂ ಹೆಚ್ಚು ಸ್ಥಾನಗಳನ್ನು ಗೆಲ್ಲುವ ವಿಶ್ವಾಸವಿದೆ ಎಂದು ಕೇಂದ್ರ ಸಚಿವ ಪ್ರಲ್ಹಾದ ಜೋಶಿ ಹೇಳಿದ್ದಾರೆ. <box>23 437 150 460</box>
top-story-kicker-bar: ಹೈನುಗಾರಿಕೆ 10 ದಿನಗಳ ತರಬೇತಿಯ ಸಮಾರೋಪ ಕಾರ್ಯಕ್ರಮ <box>230 46 734 65</box>
left-story2-kicker: ▸▸ ಮೊದಲನೇ ಪುಟದಿಂದ...... <box>23 165 217 171</box>
photo-press-conference <box>344 653 734 761</box>
top-story-body <box>230 102 734 329</box>
divider <box>23 145 217 146</box>
top-story-photo-block <box>354 102 600 329</box>
top-story-photo-caption: ಸರ್ವಜ್ಞ ಸಂಸ್ಥೆಯ ಧಾರವಾಡ ಜಿಲ್ಲೆಯಲ್ಲಿ ಹೈನುಗಾರಿಕೆ ತರಬೇತಿಯ ಸಮಾರೋಪ ಕಾರ್ಯಕ್ರಮದಲ್ಲಿ ಗಣ್ಯರು ಭಾಗವಹಿಸಿ ಮಾತನಾಡಿದರು. 10 ದಿನಗಳ ಕಾಲ ತರಬೇತಿ ನೀಡಲಾಗಿತ್ತು. <box>354 285 595 291</box>
masthead-tagline: ಪ್ರತ್ಯಕ್ಷ ನಾಡು ಕನ್ನಡ ದಿನ ಪತ್ರಿಕೆ <box>143 22 249 35</box>
left-story4-body <box>23 352 217 386</box>
paragraph: ಹೈನುಗಾರಿಕೆ ತರಬೇತಿ ಪಡೆದ ಮಹಿಳೆಯರು ಸ್ವಯಂ ಉದ್ಯೋಗ ಕೈಗೊಳ್ಳುವ ಮೂಲಕ ಆರ್ಥಿಕವಾಗಿ ಸಬಲರಾಗಬೇಕು ಎಂದು ತಿಳಿಸಿದರು. <box>230 366 318 389</box>
paragraph: ಪಶು ವೈದ್ಯಕೀಯ ಸೇವೆಗಳ ಬಗ್ಗೆ ಹಾಗೂ ಸರ್ಕಾರದ ವಿವಿಧ ಯೋಜನೆಗಳ ಬಗ್ಗೆ ಮಾಹಿತಿ ನೀಡಲಾಯಿತು ಎಂದರು. <box>480 293 600 308</box>
paragraph: ಗ್ರಾಮೀಣ ಮಹಿಳೆಯರಿಗೆ 10 ದಿನಗಳ ತರಬೇತಿಯನ್ನು ನೀಡಲಾಗಿದ್ದು, ಪ್ರಮಾಣಪತ್ರವನ್ನು ವಿತರಿಸಲಾಯಿತು. <box>230 393 318 416</box>
left-story1-headline: ಇಂದು ಲೋಕಸಭೆ ಮುನಾವಣೆ ಫಲಿತಾಂಶ <box>41 55 199 69</box>
left-story5-headline-line2: ಕೇಂದ್ರ ಸಚಿವ ಪ್ರಲ್ಹಾದ ಜೋಶಿ <box>50 414 190 432</box>
left-story5-headline-line1: ಎನ್‌ಡಿಎಗೆ 400ಕ್ಕೂ ಹೆಚ್ಚು ಸ್ಥಾನ: <box>39 395 201 413</box>
left-story2-body2 <box>23 218 217 252</box>
paragraph: ಕೇಂದ್ರದಲ್ಲಿ ಮತ್ತೊಮ್ಮೆ ಎನ್‌ಡಿಎ ಸರ್ಕಾರ ರಚನೆಯಾಗಲಿದೆ. 400ಕ್ಕೂ ಹೆಚ್ಚು ಸ್ಥಾನಗಳನ್ನು ಗೆಲ್ಲುವ ವಿಶ್ವಾಸವಿದೆ ಎಂದು ಕೇಂದ್ರ ಸಚಿವ ಪ್ರಲ್ಹಾದ ಜೋಶಿ ಹೇಳಿದ್ದಾರೆ. <box>324 473 529 565</box>
bottom-story-photo-block <box>344 653 734 881</box>
paragraph: ಹೇಳಿದರು. ತರಬೇತಿ ಪಡೆದ 26 ಜನ ಸದಸ್ಯರಿಗೆ ಧಾರವಾಡದ ಸರ್ವಜ್ಞ ಸಂಸ್ಥೆಯಿಂದ ಪ್ರಮಾಣ ಪತ್ರವನ್ನು ವಿತರಿಸಲಾಗಿದೆ. ತರಬೇತಿ ಪಡೆದ ಸದಸ್ಯರಿಗೆ ರೂ 12.40 ಲಕ್ಷ ಮೊತ್ತ ಸಾಲವನ್ನು ವಿತರಿಸಲಾಗಿದ್ದು, ಕೇಂದ್ರ ಸರಕಾರದ ಮಹತ್ವಾಕಾಂಕ್ಷೆಯ ಯೋಜನೆಗಳಾದ ಬಡವರ ಬ್ಯಾಂಕಿಂಗ್, ಸುರಕ್ಷಾ ಭೀಮಾ ಯೋಜನೆ ಮತ್ತು ಜೀವನ್ ಭೀಮಾ ಯೋಜನೆಯ ಅನುಕೂಲಕರವಾಗಿದೆ ಎಂದು ಅವರು ಹೇಳಿದರು. <box>443 788 536 851</box>
paragraph: ಮತ ಎಣಿಕೆ ಕೇಂದ್ರಗಳಲ್ಲಿ ಮತ್ತು ಸುತ್ತಮುತ್ತಲಿನ ಪ್ರದೇಶದಲ್ಲಿ ನಿಷೇಧಾಜ್ಞೆ ಜಾರಿಯಲ್ಲಿರುತ್ತದೆ. ಯಾವುದೇ ರೀತಿಯ ಮೆರವಣಿಗೆ, ಸಮಾರಂಭ, ಸಭೆ ಸಮಾರಂಭಗಳನ್ನು ನಡೆಸುವಂತಿಲ್ಲ. <box>23 107 217 122</box>
paragraph: ಅಭ್ಯರ್ಥಿಗಳ ಏಜೆಂಟರಿಗೆ ಮಾತ್ರ ಪ್ರವೇಶ ನೀಡಲಾಗುವುದು. ಗುರುತಿನ ಚೀಟಿ ಕಡ್ಡಾಯವಾಗಿದೆ ಎಂದು ಜಿಲ್ಲಾಧಿಕಾರಿ ತಿಳಿಸಿದ್ದಾರೆ. <box>23 602 117 625</box>
paragraph: ಪಶು ವೈದ್ಯಕೀಯ ಸೇವೆಗಳ ಬಗ್ಗೆ ಹಾಗೂ ಸರ್ಕಾರದ ವಿವಿಧ ಯೋಜನೆಗಳ ಬಗ್ಗೆ ಮಾಹಿತಿ ನೀಡಲಾಯಿತು ಎಂದರು. <box>640 446 732 469</box>
paragraph: ಹಾಲು ಉತ್ಪಾದನೆಯಲ್ಲಿ ಗುಣಮಟ್ಟ ಕಾಯ್ದುಕೊಳ್ಳುವುದು ಅತ್ಯಗತ್ಯ. ಪಶು ಆಹಾರ ಮತ್ತು ಮೇವು ನಿರ್ವಹಣೆ ಕುರಿತು ಮಾಹಿತಿ ನೀಡಲಾಯಿತು. <box>354 311 474 327</box>
